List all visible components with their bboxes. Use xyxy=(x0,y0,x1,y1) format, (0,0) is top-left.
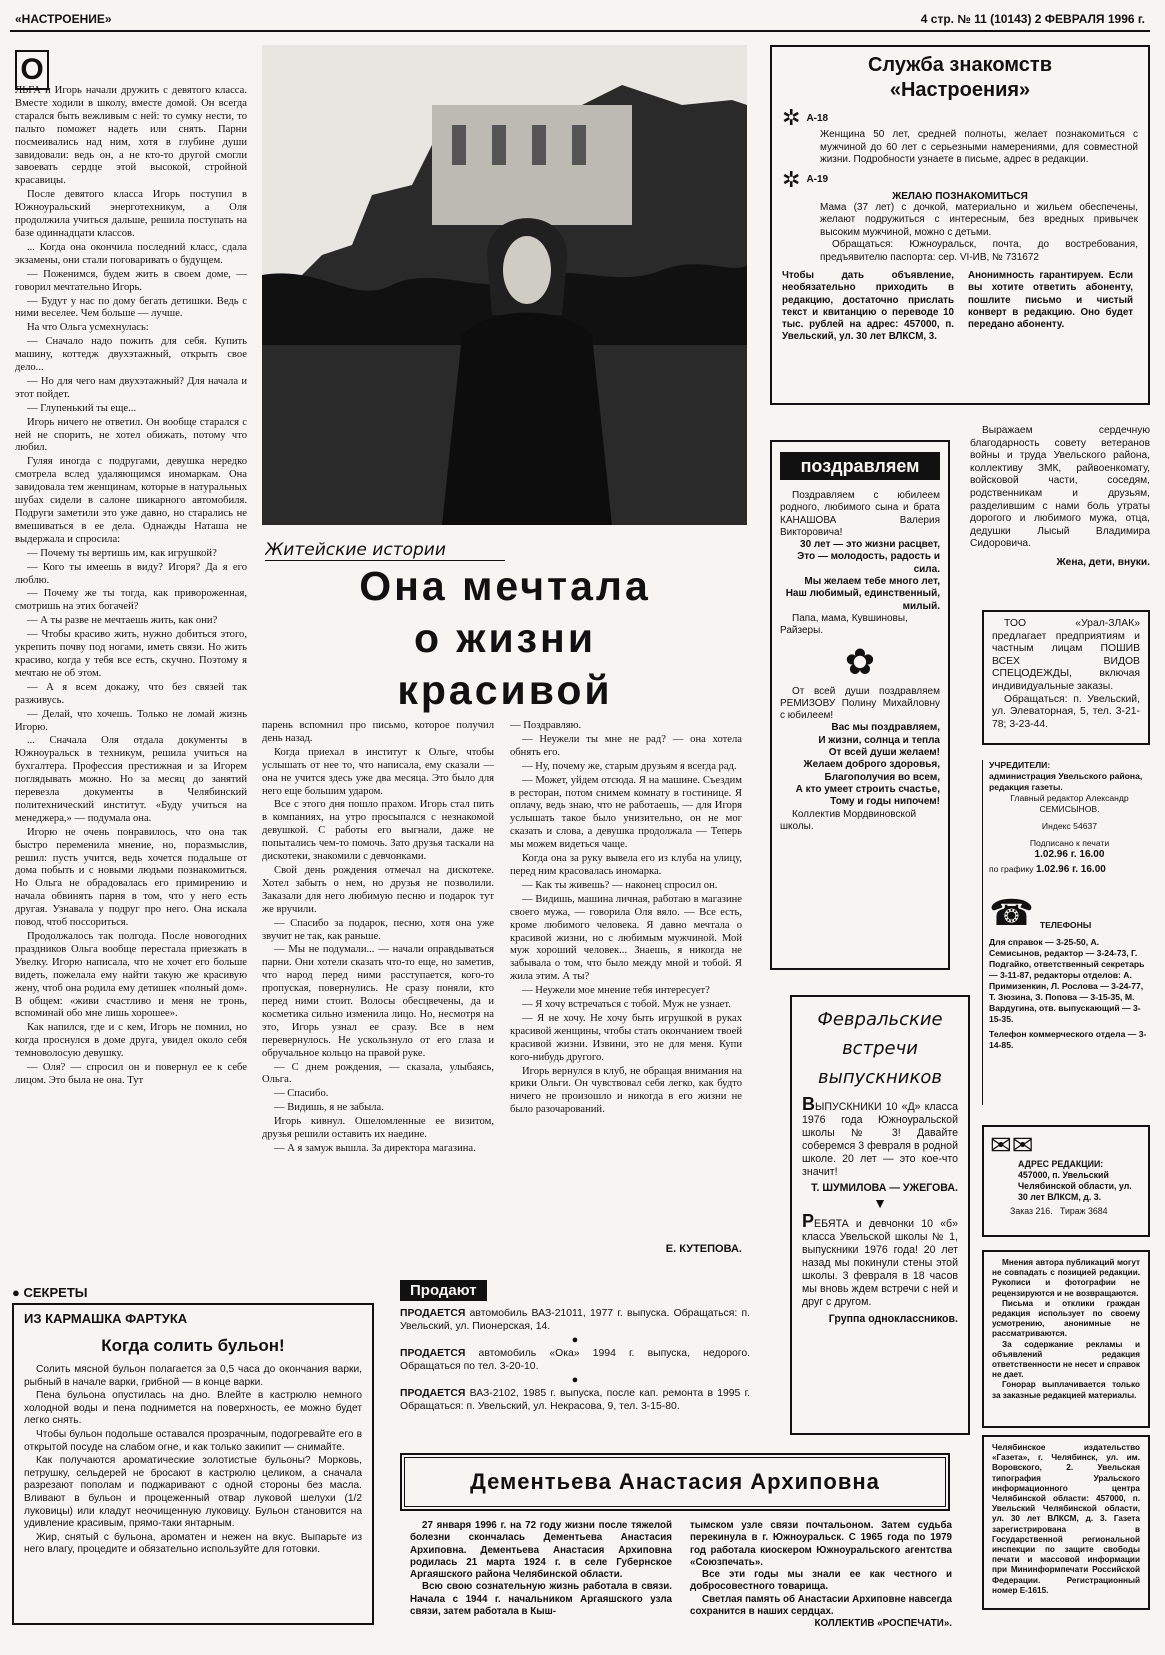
story-paragraph: Игорь кивнул. Ошеломленные ее визитом, друзья решили оставить их наедине. xyxy=(262,1116,494,1141)
publisher-box: Челябинское издательство «Газета», г. Челябинск, ул. им. Воровского, 2. Увельская типография Уральского информационного центра Челябинской области: 457000, п. Увельский Челябинской области, ул. 30 лет ВЛКСМ, д. 3. Газета зарегистрирована в Государственной региональной инспекции по защите свободы печати и массовой информации при Мининформпечати Российской Федерации. Регистрационный номер Е-1615. xyxy=(982,1435,1150,1610)
sale-item-lead: ПРОДАЕТСЯ xyxy=(400,1348,479,1359)
dating-title xyxy=(782,53,1138,103)
congrats-sign-1: Папа, мама, Кувшиновы, Райзеры. xyxy=(780,612,908,637)
reunion-text-2: РЕБЯТА и девчонки 10 «б» класса Увельской школы № 1, выпускники 1976 года! 20 лет назад мы покинули стены этой школы. 3 февраля в 18 часов мы вновь ждем встречи с ней и друг с другом. xyxy=(802,1211,958,1308)
disclaimer-paragraph: Гонорар выплачивается только за заказные редакцией материалы. xyxy=(992,1380,1140,1400)
congrats-box xyxy=(770,440,950,970)
obituary-column-1: 27 января 1996 г. на 72 году жизни после тяжелой болезни скончалась Дементьева Анастасия Архиповна. Дементьева Анастасия Архиповна родилась 21 марта 1924 г. в селе Губернское Аргаяшского района Челябинской области. Всю свою сознательную жизнь работала в связи. Начала с 1944 г. начальником Аргаяшского узла связи, затем работала в Кыш- xyxy=(410,1520,672,1618)
dating-service-box xyxy=(770,45,1150,405)
story-paragraph: парень вспомнил про письмо, которое получил день назад. xyxy=(262,720,494,744)
obituary-name: Дементьева Анастасия Архиповна xyxy=(400,1453,950,1511)
story-paragraph: — Мы не подумали... — начали оправдываться парни. Они хотели сказать что-то еще, но заметив, что народ перед ними расступается, кого-то пропуская, повернулись. Не сразу поняли, кто перед ними стоит. Волосы обесцвечены, да и косметика сильно изменила лицо. Но, несмотря на это, Игорь узнал ее сразу. Все в нем перевернулось. Не ускользнуло от его глаза и обручальное кольцо на правой руке. xyxy=(262,944,494,1059)
story-paragraph: — Видишь, я не забыла. xyxy=(274,1102,384,1114)
header-paper-name: «НАСТРОЕНИЕ» xyxy=(15,12,112,26)
verse-line: 30 лет — это жизни расцвет, xyxy=(800,539,940,551)
sale-item-lead: ПРОДАЕТСЯ xyxy=(400,1308,470,1319)
verse-line: Мы желаем тебе много лет, xyxy=(804,576,940,588)
sale-item xyxy=(400,1347,750,1373)
story-paragraph: Все с этого дня пошло прахом. Игорь стал пить в компаниях, на утро просыпался с незнакомой девушкой. С работы его выгнали, даже не попытались чем-то помочь. Зато друзья таскали на дискотеки, знакомили с девчонками. xyxy=(262,799,494,863)
ad-a18-text: Женщина 50 лет, средней полноты, желает познакомиться с мужчиной до 60 лет с серьезными намерениями, для совместной жизни. Подробности узнаете в письме, адрес в редакции. xyxy=(820,129,1138,165)
verse-line: Наш любимый, единственный, милый. xyxy=(785,588,940,612)
reunion-title-line-3: выпускников xyxy=(818,1067,942,1088)
story-paragraph: — Я хочу встречаться с тобой. Муж не узнает. xyxy=(522,999,731,1011)
sales-section xyxy=(400,1280,750,1430)
secrets-paragraph: Как получаются ароматические золотистые бульоны? Морковь, петрушку, сельдерей не бросают в кастрюлю целиком, а сначала разрезают пополам и поджаривают с одной стороны без масла. Вливают в бульон и процеженный отвар луковой шелухи (1/2 луковицы) или кладут неочищенную луковицу. Бульон становится на удивление красивым, прямо-таки янтарным. xyxy=(24,1455,362,1530)
dating-info-left: Чтобы дать объявление, необязательно приходить в редакцию, достаточно прислать текст и квитанцию о переводе 10 тыс. рублей на адрес: 457000, п. Увельский, ул. 30 лет ВЛКСМ, 3. xyxy=(782,270,954,343)
ural-zlak-ad xyxy=(982,610,1150,745)
secrets-paragraph: Пена бульона опустилась на дно. Влейте в кастрюлю немного холодной воды и пена поднимется на поверхность, ее можно будет легко снять. xyxy=(24,1390,362,1427)
reunion-title xyxy=(802,1005,958,1092)
story-paragraph: — Глупенький ты еще... xyxy=(27,402,137,414)
ural-ad-text: ТОО «Урал-ЗЛАК» предлагает предприятиям и частным лицам ПОШИВ ВСЕХ ВИДОВ СПЕЦОДЕЖДЫ, включая индивидуальные заказы. xyxy=(992,618,1140,692)
story-paragraph: — Почему ты вертишь им, как игрушкой? xyxy=(27,547,217,559)
telephone-icon: ☎ xyxy=(989,892,1034,933)
phones-label: ТЕЛЕФОНЫ xyxy=(1039,919,1092,930)
verse-line: Благополучия во всем, xyxy=(824,771,940,783)
congrats-text-1: Поздравляем с юбилеем родного, любимого сына и брата КАНАШОВА Валерия Викторовича! xyxy=(780,490,940,538)
ad-a19-heading: ЖЕЛАЮ ПОЗНАКОМИТЬСЯ xyxy=(892,190,1028,202)
reunion-title-line-2: встречи xyxy=(842,1038,918,1059)
story-paragraph: — Как ты живешь? — наконец спросил он. xyxy=(522,879,718,891)
story-paragraph: Когда она за руку вывела его из клуба на улицу, перед ним красовалась иномарка. xyxy=(510,853,742,877)
verse-line: От всей души желаем! xyxy=(828,747,940,759)
story-paragraph: — Оля? — спросил он и повернул ее к себе лицом. Это была не она. Тут xyxy=(15,1062,247,1086)
imprint-block xyxy=(982,760,1150,1105)
congrats-banner: поздравляем xyxy=(780,452,940,480)
story-paragraph: — Почему же ты тогда, как привороженная, смотришь на этих богачей? xyxy=(15,588,247,613)
ad-a19-text: Мама (37 лет) с дочкой, материально и жильем обеспечены, желают подружиться с интересным, без вредных привычек высоким мужчиной, можно с детьми. xyxy=(820,201,1138,238)
story-title-line-1: Она мечтала xyxy=(359,563,651,609)
founders: администрация Увельского района, редакция газеты. xyxy=(989,771,1143,792)
story-title-line-3: красивой xyxy=(397,667,613,713)
story-paragraph: — Ну, почему же, старым друзьям я всегда рад. xyxy=(522,760,737,772)
disclaimer-box xyxy=(982,1250,1150,1428)
verse-line: Желаем доброго здоровья, xyxy=(803,759,940,771)
header-rule xyxy=(10,30,1150,32)
envelope-icon: ✉✉ xyxy=(990,1130,1034,1160)
secrets-paragraph: Солить мясной бульон полагается за 0,5 часа до окончания варки, рыбный в начале варки, грибной — в конце варки. xyxy=(24,1364,362,1388)
index: Индекс 54637 xyxy=(1041,821,1098,831)
congrats-verse-2 xyxy=(780,722,940,808)
story-paragraph: — Спасибо. xyxy=(274,1088,329,1100)
secrets-section xyxy=(12,1285,374,1625)
verse-line: И жизни, солнца и тепла xyxy=(818,734,940,746)
secrets-rubric xyxy=(12,1285,374,1300)
story-paragraph: Как напился, где и с кем, Игорь не помнил, но когда проснулся в доме друга, увидел около себя темноволосую девушку. xyxy=(15,1022,247,1060)
secrets-text xyxy=(24,1364,362,1557)
secrets-sub: ИЗ КАРМАШКА ФАРТУКА xyxy=(24,1311,188,1326)
story-paragraph: Игорь вернулся в клуб, не обращая внимания на крики Ольги. Он чувствовал себя легко, как будто ничего не произошло и никогда в его жизни не было разочарований. xyxy=(510,1065,742,1116)
address-box xyxy=(982,1125,1150,1237)
story-dropcap: О xyxy=(15,50,49,90)
story-author: Е. КУТЕПОВА. xyxy=(665,1243,742,1255)
bullet-divider-icon: ● xyxy=(571,1334,579,1346)
story-paragraph: После девятого класса Игорь поступил в Южноуральский энерготехникум, а Оля продолжила учиться дальше, решила поступать на базе одиннадцати классов. xyxy=(15,189,247,239)
story-paragraph: — А ты разве не мечтаешь жить, как они? xyxy=(27,615,218,627)
story-paragraph: Игорь ничего не ответил. Он вообще старался с ней не спорить, не хотел обижать, потому что любил. xyxy=(15,416,247,454)
reunion-sign-1: Т. ШУМИЛОВА — УЖЕГОВА. xyxy=(811,1182,958,1195)
story-paragraph: — А я всем докажу, что без связей так разживусь. xyxy=(15,681,247,706)
flower-icon: ✲ xyxy=(782,166,801,192)
obituary-sign: КОЛЛЕКТИВ «РОСПЕЧАТИ». xyxy=(814,1618,952,1630)
story-paragraph: Свой день рождения отмечал на дискотеке. Хотел забыть о нем, но друзья не позволили. Заказали для него любимую песню и подарок тут же вручили. xyxy=(262,864,494,915)
story-paragraph: — Поженимся, будем жить в своем доме, — говорил мечтательно Игорь. xyxy=(15,268,247,293)
story-paragraph: На что Ольга усмехнулась: xyxy=(27,322,149,334)
story-paragraph: — А я замуж вышла. За директора магазина. xyxy=(274,1143,476,1154)
sale-item-text: автомобиль «Ока» 1994 г. выпуска, недорого. Обращаться по тел. 3-20-10. xyxy=(400,1348,750,1372)
story-paragraph: ЛЬГА и Игорь начали дружить с девятого класса. Вместе ходили в школу, вместе домой. Он всегда старался быть вежливым с ней: то сумку нести, то пальто поможет надеть или снять. Парни посмеивались над ним, хотя в глубине души завидовали: ведь он, а не кто-то другой смогли завоевать сердце этой высокой, стройной красавицы. xyxy=(15,85,247,187)
secrets-paragraph: Чтобы бульон подольше оставался прозрачным, подогревайте его в открытой посуде на слабом огне, и как только закипит — снимайте. xyxy=(24,1428,362,1453)
story-paragraph: — Сначало надо пожить для себя. Купить машину, коттедж двухэтажный, открыть свое дело... xyxy=(15,336,247,374)
sale-item-text: автомобиль ВАЗ-21011, 1977 г. выпуска. Обращаться: п. Увельский, ул. Пионерская, 14. xyxy=(400,1308,750,1332)
sale-item xyxy=(400,1387,750,1413)
story-paragraph: Когда приехал в институт к Ольге, чтобы услышать от нее то, что написала, ему сказали — она не учится здесь уже два месяца. Это было для него еще большим ударом. xyxy=(262,746,494,797)
ad-a19-contact: Обращаться: Южноуральск, почта, до востребования, предъявителю паспорта: сер. VI-ИВ, № 731672 xyxy=(820,239,1138,263)
story-paragraph: — Поздравляю. xyxy=(510,720,582,731)
reunion-title-line-1: Февральские xyxy=(817,1009,943,1030)
dating-title-line-1: Служба знакомств xyxy=(867,54,1053,76)
sale-item-lead: ПРОДАЕТСЯ xyxy=(400,1388,470,1399)
secrets-title: Когда солить бульон! xyxy=(101,1336,285,1355)
story-paragraph: — Делай, что хочешь. Только не ломай жизнь Игорю. xyxy=(15,708,247,733)
bullet-divider-icon: ● xyxy=(571,1374,579,1386)
gratitude-text: Выражаем сердечную благодарность совету ветеранов войны и труда Увельского района, коллективу ЗМК, райвоенкомату, войсковой части, соседям, родственникам и друзьям, разделившим с нами боль утраты дорогого и любимого мужа, отца, дедушки Лысый Владимира Сидоровича. Жена, дети, внуки. xyxy=(970,425,1150,568)
story-title-line-2: о жизни xyxy=(413,615,597,661)
secrets-box xyxy=(12,1303,374,1625)
triangle-divider-icon: ▼ xyxy=(873,1197,887,1213)
bullet-icon: ● xyxy=(12,1285,20,1300)
story-paragraph: — С днем рождения, — сказала, улыбаясь, Ольга. xyxy=(262,1061,494,1086)
story-paragraph: — Чтобы красиво жить, нужно добиться этого, укрепить почву под ногами, иметь связи. Но жить красиво, когда у тебя все есть, скучно. Поэтому я мечтаю не об этом. xyxy=(15,629,247,679)
story-paragraph: — Неужели мое мнение тебя интересует? xyxy=(522,985,710,997)
story-column-1 xyxy=(15,85,247,1265)
story-paragraph: — Но для чего нам двухэтажный? Для начала и этот пойдет. xyxy=(15,375,247,400)
phones: Для справок — 3-25-50, А. Семисынов, редактор — 3-24-73, Г. Подгайко, ответственный секретарь — 3-11-87, редакторы отделов: А. Примизенкин, Л. Рослова — 3-24-77, Т. Зюзина, З. Попова — 3-15-35, М. Вардугина, отв. выпускающий — 3-15-35. xyxy=(989,937,1145,1024)
address: 457000, п. Увельский Челябинской области, ул. 30 лет ВЛКСМ, д. 3. xyxy=(1018,1170,1132,1202)
address-label: АДРЕС РЕДАКЦИИ: xyxy=(1018,1159,1104,1169)
dating-info-right: Анонимность гарантируем. Если вы хотите ответить абоненту, пошлите письмо и чистый конверт в редакцию. Оно будет передано абоненту. xyxy=(968,270,1133,331)
photo-illustration xyxy=(262,45,747,525)
reunion-sign-2: Группа одноклассников. xyxy=(828,1312,958,1325)
commercial-phone: Телефон коммерческого отдела — 3-14-85. xyxy=(989,1029,1147,1050)
story-paragraph: — Может, уйдем отсюда. Я на машине. Съездим в ресторан, потом снимем комнату в гостинице. Я оплачу, ведь знаю, что не работаешь, — для Игоря услышать такое было унизительно, он не мог сказать и слова, а девушка продолжала — Теперь мы можем видеться чаще. xyxy=(510,774,742,851)
story-column-2 xyxy=(262,720,494,1260)
daisy-icon: ✿ xyxy=(844,641,876,682)
story-column-3 xyxy=(510,720,742,1260)
story-paragraph: ... Когда она окончила последний класс, сдала экзамены, они стали поговаривать о будущем. xyxy=(15,241,247,266)
story-paragraph: — Я не хочу. Не хочу быть игрушкой в руках красивой женщины, чтобы стать окончанием твоей красивой жизни. Извини, это не для меня. Купи кого-нибудь другого. xyxy=(510,1012,742,1063)
ad-a19-code: А-19 xyxy=(806,174,829,185)
reunion-text-1: ВЫПУСКНИКИ 10 «Д» класса 1976 года Южноуральской школы № 3! Давайте соберемся 3 февраля в родной школе. 20 лет — это кое-что значит! xyxy=(802,1094,958,1178)
print-run: Тираж 3684 xyxy=(1059,1206,1108,1216)
story-photo xyxy=(262,45,747,525)
story-paragraph: — Видишь, машина личная, работаю в магазине своего мужа, — говорила Оля вяло. — Все есть, кроме любимого человека. Я давно мечтала о красивой жизни, но с любимым мужчиной. Мой муж хороший человек... Знаешь, я никогда не забывала о том, что было между мной и тобой. Я жила этим. А ты? xyxy=(510,893,742,983)
story-paragraph: Гуляя иногда с подругами, девушка нередко смотрела вслед удаляющимся иномаркам. Она завидовала тем женщинам, которые в натуральных шубах сидели в салоне шикарного автомобиля. Подруги заметили это уже давно, но старались не вмешиваться в ее дела. Однажды Наташа не выдержала и спросила: xyxy=(15,456,247,545)
congrats-text-2: От всей души поздравляем РЕМИЗОВУ Полину Михайловну с юбилеем! xyxy=(780,685,940,722)
chief-editor: Главный редактор Александр СЕМИСЫНОВ. xyxy=(1010,793,1129,814)
story-paragraph: ... Сначала Оля отдала документы в Южноуральск в техникум, решила учиться на бухгалтера. Профессия престижная и за Игорем поглядывать можно. Но за месяц до занятий перевезла документы в Челябинский политехнический институт. «Буду учиться на менеджера,» — подумала она. xyxy=(15,735,247,824)
gratitude-sign: Жена, дети, внуки. xyxy=(1056,556,1150,568)
reunion-box xyxy=(790,995,970,1435)
header-issue: 4 стр. № 11 (10143) 2 ФЕВРАЛЯ 1996 г. xyxy=(920,12,1145,26)
story-title xyxy=(270,560,740,716)
disclaimer-paragraph: За содержание рекламы и объявлений редакция ответственности не несет и справок не дает. xyxy=(992,1339,1140,1380)
sale-item xyxy=(400,1307,750,1333)
congrats-sign-2: Коллектив Мордвиновской школы. xyxy=(780,808,917,832)
disclaimer-paragraph: Мнения автора публикаций могут не совпадать с позицией редакции. Рукописи и фотографии не рецензируются и не возвращаются. xyxy=(992,1258,1140,1298)
founders-label: УЧРЕДИТЕЛИ: xyxy=(989,760,1051,770)
story-paragraph: — Неужели ты мне не рад? — она хотела обнять его. xyxy=(510,733,742,758)
schedule-date: 1.02.96 г. 16.00 xyxy=(1035,864,1106,875)
story-paragraph: Продолжалось так полгода. После новогодних праздников Ольга вообще перестала приезжать в Увелку. Игорю написала, что не хочет его больше видеть, пожелала ему найти такую же красивую жену, чтоб она родила ему детишек «полный дом». В общем: «живи счастливо и меня не тронь, вспоминай обо мне лишь хорошее». xyxy=(15,931,247,1020)
story-paragraph: — Спасибо за подарок, песню, хотя она уже звучит не так, как раньше. xyxy=(262,917,494,942)
signed-date: 1.02.96 г. 16.00 xyxy=(1034,849,1105,860)
congrats-verse-1 xyxy=(780,539,940,613)
dating-title-line-2: «Настроения» xyxy=(889,79,1031,101)
verse-line: А кто умеет строить счастье, xyxy=(795,783,940,795)
obituary-column-2: тымском узле связи почтальоном. Затем судьба перекинула в г. Южноуральск. С 1965 года по 1979 год работала киоскером Южноуральского агентства «Союзпечать». Все эти годы мы знали ее как честного и добросовестного товарища. Светлая память об Анастасии Архиповне навсегда сохранится в наших сердцах. КОЛЛЕКТИВ «РОСПЕЧАТИ». xyxy=(690,1520,952,1630)
signed-to-print: Подписано к печати xyxy=(1029,838,1110,848)
ad-a18-code: А-18 xyxy=(806,112,829,124)
sales-list xyxy=(400,1307,750,1413)
story-paragraph: Игорю не очень понравилось, что она так быстро переменила мнение, но, поразмыслив, решил: пусть учится, ведь хочется подальше от дома побыть и с новыми людьми познакомиться. Но Ольга не обрадовалась его примирению и начала обвинять парня в том, что у него есть другая. Узнавала у подруг про него. Она искала повод, чтоб поссориться. xyxy=(15,826,247,929)
verse-line: Тому и годы нипочем! xyxy=(830,796,940,808)
story-paragraph: — Будут у нас по дому бегать детишки. Ведь с ними веселее. Чем больше — лучше. xyxy=(15,295,247,320)
sale-item-text: ВАЗ-2102, 1985 г. выпуска, после кап. ремонта в 1995 г. Обращаться: п. Увельский, ул. Некрасова, 9, тел. 3-15-80. xyxy=(400,1388,750,1412)
story-paragraph: — Кого ты имеешь в виду? Игоря? Да я его люблю. xyxy=(15,561,247,586)
ural-ad-contact: Обращаться: п. Увельский, ул. Элеваторная, 5, тел. 3-21-78; 3-23-44. xyxy=(992,693,1140,730)
secrets-rubric-label: СЕКРЕТЫ xyxy=(23,1285,88,1300)
story-rubric: Житейские истории xyxy=(265,540,505,561)
by-schedule: по графику xyxy=(989,864,1034,874)
secrets-paragraph: Жир, снятый с бульона, ароматен и нежен на вкус. Выпарьте из него влагу, процедите и обязательно используйте для готовки. xyxy=(24,1531,362,1556)
flower-icon: ✲ xyxy=(782,105,801,130)
verse-line: Это — молодость, радость и сила. xyxy=(797,551,940,575)
verse-line: Вас мы поздравляем, xyxy=(831,722,940,734)
order-number: Заказ 216. xyxy=(1010,1206,1053,1216)
sales-banner: Продают xyxy=(400,1280,487,1301)
disclaimer-paragraph: Письма и отклики граждан редакция использует по своему усмотрению, анонимные не рассматриваются. xyxy=(992,1298,1140,1339)
